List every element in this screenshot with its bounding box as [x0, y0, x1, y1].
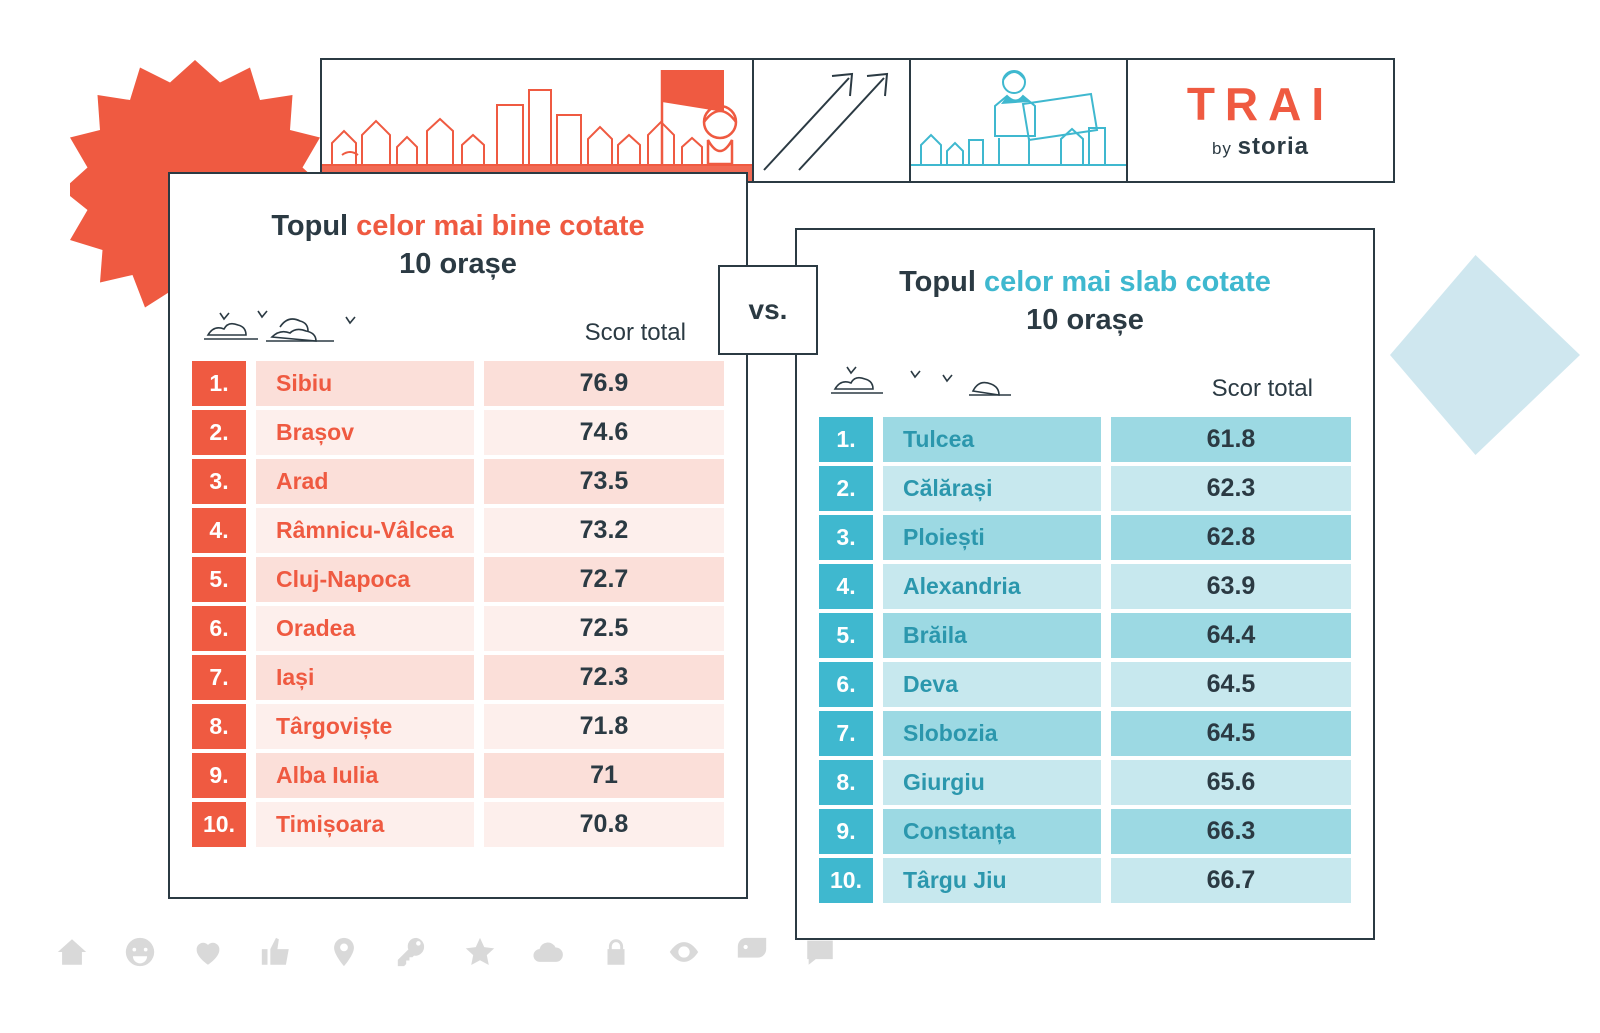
- city-name: Ploiești: [883, 515, 1101, 560]
- city-score: 64.5: [1111, 711, 1351, 756]
- city-name: Tulcea: [883, 417, 1101, 462]
- clouds-icon: [823, 357, 1033, 403]
- city-name: Târgu Jiu: [883, 858, 1101, 903]
- rank-number: 10.: [192, 802, 246, 847]
- table-row: [192, 361, 724, 406]
- cell-gap: [474, 361, 484, 406]
- worst-rated-title: [797, 230, 1373, 339]
- table-row: [192, 802, 724, 847]
- cell-gap: [474, 606, 484, 651]
- brand-by-text: by: [1211, 138, 1232, 158]
- city-name: Brașov: [256, 410, 474, 455]
- cell-gap: [873, 466, 883, 511]
- rank-number: 2.: [819, 466, 873, 511]
- cell-gap: [873, 417, 883, 462]
- worst-rated-score-label: Scor total: [1211, 375, 1313, 403]
- cell-gap: [1101, 858, 1111, 903]
- worst-rated-table: [797, 413, 1373, 907]
- cell-gap: [873, 515, 883, 560]
- cell-gap: [873, 809, 883, 854]
- cell-gap: [873, 662, 883, 707]
- city-score: 71: [484, 753, 724, 798]
- city-name: Giurgiu: [883, 760, 1101, 805]
- city-score: 61.8: [1111, 417, 1351, 462]
- arrows-illustration: [752, 60, 909, 181]
- city-score: 73.2: [484, 508, 724, 553]
- heart-icon: [191, 935, 225, 974]
- cell-gap: [246, 802, 256, 847]
- cell-gap: [474, 753, 484, 798]
- city-score: 76.9: [484, 361, 724, 406]
- brand-logo-text: TRAI: [1186, 77, 1335, 130]
- cell-gap: [1101, 613, 1111, 658]
- rank-number: 6.: [192, 606, 246, 651]
- cell-gap: [246, 753, 256, 798]
- table-row: [192, 606, 724, 651]
- cell-gap: [474, 410, 484, 455]
- cell-gap: [246, 704, 256, 749]
- person-with-map-illustration: [909, 60, 1126, 181]
- table-row: [192, 704, 724, 749]
- cell-gap: [1101, 809, 1111, 854]
- best-rated-column-header: [170, 283, 746, 357]
- best-rated-title-suffix: 10 orașe: [399, 247, 517, 280]
- city-name: Deva: [883, 662, 1101, 707]
- cell-gap: [873, 564, 883, 609]
- cell-gap: [246, 655, 256, 700]
- best-rated-cities-card: [168, 172, 748, 899]
- worst-rated-title-accent: celor mai slab cotate: [983, 266, 1271, 298]
- home-icon: [55, 935, 89, 974]
- city-score: 72.3: [484, 655, 724, 700]
- smiley-icon: [123, 935, 157, 974]
- best-rated-title-prefix: Topul: [271, 210, 357, 242]
- city-score: 72.7: [484, 557, 724, 602]
- table-row: [819, 564, 1351, 609]
- table-row: [819, 515, 1351, 560]
- decorative-icon-strip: [55, 935, 837, 974]
- chat-icon: [803, 935, 837, 974]
- table-row: [819, 613, 1351, 658]
- city-score: 62.8: [1111, 515, 1351, 560]
- city-name: Târgoviște: [256, 704, 474, 749]
- best-rated-table: [170, 357, 746, 851]
- city-score: 72.5: [484, 606, 724, 651]
- cell-gap: [474, 508, 484, 553]
- lock-icon: [599, 935, 633, 974]
- table-row: [192, 557, 724, 602]
- table-row: [192, 410, 724, 455]
- cell-gap: [246, 361, 256, 406]
- table-row: [192, 459, 724, 504]
- cell-gap: [1101, 564, 1111, 609]
- cloud-icon: [531, 935, 565, 974]
- worst-rated-title-suffix: 10 orașe: [1026, 303, 1144, 336]
- city-score: 71.8: [484, 704, 724, 749]
- cell-gap: [246, 508, 256, 553]
- city-score: 73.5: [484, 459, 724, 504]
- rank-number: 1.: [819, 417, 873, 462]
- cell-gap: [873, 711, 883, 756]
- cell-gap: [474, 459, 484, 504]
- rank-number: 7.: [192, 655, 246, 700]
- city-score: 70.8: [484, 802, 724, 847]
- rank-number: 9.: [192, 753, 246, 798]
- star-icon: [463, 935, 497, 974]
- best-rated-title: [170, 174, 746, 283]
- cell-gap: [1101, 662, 1111, 707]
- cell-gap: [246, 557, 256, 602]
- table-row: [819, 662, 1351, 707]
- cell-gap: [246, 606, 256, 651]
- brand-logo: [1126, 60, 1393, 181]
- cell-gap: [246, 410, 256, 455]
- worst-rated-title-prefix: Topul: [899, 266, 984, 298]
- city-score: 66.7: [1111, 858, 1351, 903]
- table-row: [819, 858, 1351, 903]
- pin-icon: [327, 935, 361, 974]
- rank-number: 4.: [819, 564, 873, 609]
- city-name: Sibiu: [256, 361, 474, 406]
- cell-gap: [1101, 760, 1111, 805]
- header-banner: [320, 58, 1395, 183]
- city-score: 66.3: [1111, 809, 1351, 854]
- cell-gap: [1101, 515, 1111, 560]
- key-icon: [395, 935, 429, 974]
- eye-icon: [667, 935, 701, 974]
- city-name: Călărași: [883, 466, 1101, 511]
- rank-number: 5.: [819, 613, 873, 658]
- city-name: Slobozia: [883, 711, 1101, 756]
- city-name: Cluj-Napoca: [256, 557, 474, 602]
- rank-number: 6.: [819, 662, 873, 707]
- city-name: Constanța: [883, 809, 1101, 854]
- rank-number: 10.: [819, 858, 873, 903]
- city-name: Iași: [256, 655, 474, 700]
- best-rated-score-label: Scor total: [584, 319, 686, 347]
- worst-rated-column-header: [797, 339, 1373, 413]
- table-row: [819, 760, 1351, 805]
- brand-name-text: storia: [1237, 132, 1310, 160]
- table-row: [192, 753, 724, 798]
- table-row: [192, 655, 724, 700]
- city-score: 65.6: [1111, 760, 1351, 805]
- cell-gap: [1101, 711, 1111, 756]
- rank-number: 9.: [819, 809, 873, 854]
- table-row: [192, 508, 724, 553]
- city-name: Oradea: [256, 606, 474, 651]
- worst-rated-cities-card: [795, 228, 1375, 940]
- cell-gap: [474, 557, 484, 602]
- rank-number: 1.: [192, 361, 246, 406]
- city-name: Alba Iulia: [256, 753, 474, 798]
- cell-gap: [873, 858, 883, 903]
- eye-decoration: [1390, 255, 1580, 455]
- city-name: Arad: [256, 459, 474, 504]
- rank-number: 4.: [192, 508, 246, 553]
- thumbs-up-icon: [259, 935, 293, 974]
- cell-gap: [1101, 417, 1111, 462]
- city-score: 64.5: [1111, 662, 1351, 707]
- city-name: Alexandria: [883, 564, 1101, 609]
- clouds-icon: [196, 301, 406, 347]
- city-skyline-illustration: [322, 60, 752, 181]
- best-rated-title-accent: celor mai bine cotate: [356, 210, 645, 242]
- versus-badge: vs.: [718, 265, 818, 355]
- city-score: 74.6: [484, 410, 724, 455]
- rank-number: 5.: [192, 557, 246, 602]
- rank-number: 8.: [819, 760, 873, 805]
- city-name: Brăila: [883, 613, 1101, 658]
- city-name: Timișoara: [256, 802, 474, 847]
- tag-icon: [735, 935, 769, 974]
- brand-byline: [1212, 133, 1309, 161]
- cell-gap: [474, 655, 484, 700]
- table-row: [819, 711, 1351, 756]
- rank-number: 8.: [192, 704, 246, 749]
- cell-gap: [474, 704, 484, 749]
- rank-number: 3.: [819, 515, 873, 560]
- cell-gap: [873, 613, 883, 658]
- cell-gap: [246, 459, 256, 504]
- rank-number: 2.: [192, 410, 246, 455]
- rank-number: 3.: [192, 459, 246, 504]
- city-score: 62.3: [1111, 466, 1351, 511]
- table-row: [819, 466, 1351, 511]
- city-name: Râmnicu-Vâlcea: [256, 508, 474, 553]
- cell-gap: [873, 760, 883, 805]
- rank-number: 7.: [819, 711, 873, 756]
- city-score: 64.4: [1111, 613, 1351, 658]
- table-row: [819, 417, 1351, 462]
- cell-gap: [1101, 466, 1111, 511]
- table-row: [819, 809, 1351, 854]
- city-score: 63.9: [1111, 564, 1351, 609]
- cell-gap: [474, 802, 484, 847]
